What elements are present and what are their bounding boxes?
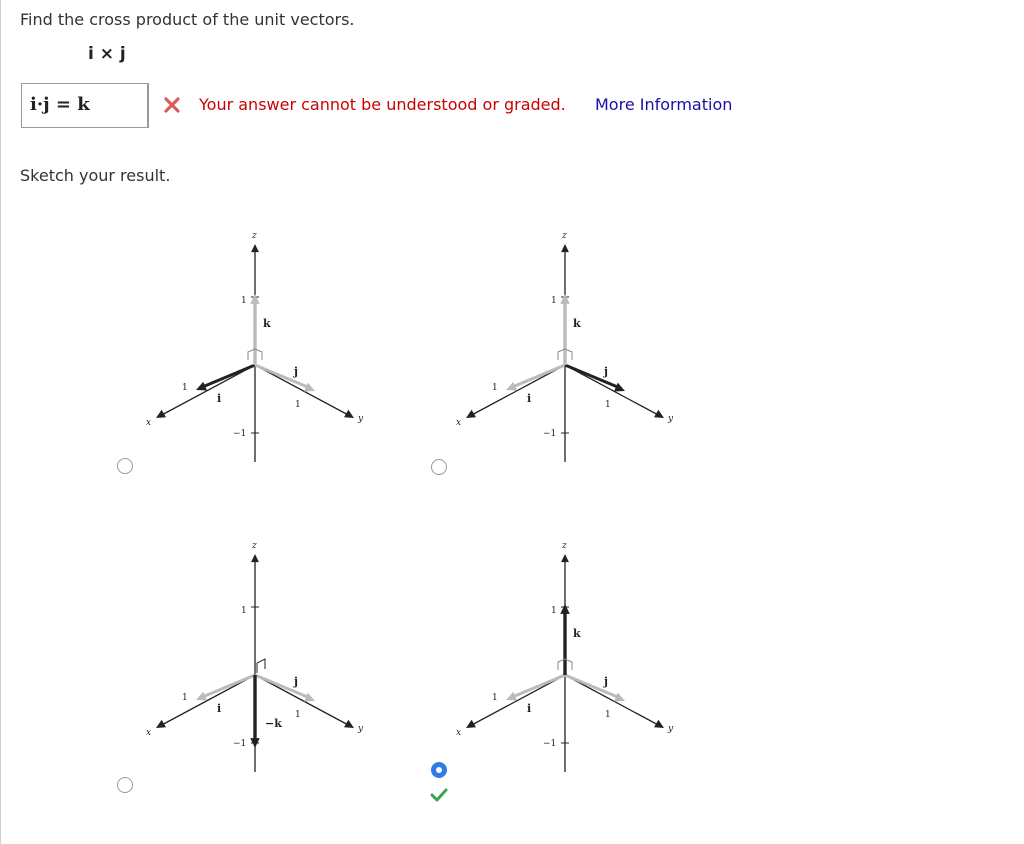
option-2 [430,220,710,480]
tick-label-x-1: 1 [492,383,498,393]
y-axis-label: y [358,724,364,734]
k-vector-label: k [573,317,581,330]
i-vector [510,675,565,698]
option-2-radio[interactable] [431,459,447,475]
z-axis-label: z [562,231,567,241]
z-axis-label: z [252,541,257,551]
i-vector-label: i [527,702,532,715]
tick-label-z-neg1: −1 [233,739,247,749]
tick-label-x-1: 1 [182,693,188,703]
tick-label-x-1: 1 [182,383,188,393]
y-axis-label: y [668,724,674,734]
more-information-link[interactable]: More Information [595,95,733,114]
right-angle-marker [257,659,265,673]
i-vector-label: i [217,702,222,715]
tick-label-z-1: 1 [241,606,247,616]
option-3 [120,530,400,790]
option-3-radio[interactable] [117,777,133,793]
i-vector [510,365,565,388]
x-icon [163,96,181,114]
j-vector-label: j [294,365,298,378]
i-vector-label: i [217,392,222,405]
x-axis-label: x [146,418,152,428]
k-vector-label: −k [265,717,282,730]
left-border [0,0,1,844]
sketch-prompt: Sketch your result. [20,166,171,185]
tick-label-z-neg1: −1 [233,429,247,439]
k-vector-head [560,604,570,614]
question-expression: i × j [88,44,126,64]
axes-diagram-3 [120,530,400,790]
tick-label-y-1: 1 [295,400,301,410]
x-axis [158,365,255,417]
k-vector-label: k [573,627,581,640]
tick-label-z-1: 1 [241,296,247,306]
j-vector [255,365,310,388]
x-axis [468,675,565,727]
j-vector [565,365,620,388]
option-1-radio[interactable] [117,458,133,474]
i-vector [200,675,255,698]
j-vector-label: j [604,365,608,378]
j-vector-label: j [294,675,298,688]
j-vector [255,675,310,698]
k-vector-head [560,294,570,304]
x-axis-label: x [146,728,152,738]
tick-label-y-1: 1 [605,400,611,410]
tick-label-y-1: 1 [295,710,301,720]
tick-label-x-1: 1 [492,693,498,703]
answer-value: i·j = k [30,94,90,115]
tick-label-y-1: 1 [605,710,611,720]
question-prompt: Find the cross product of the unit vectors. [20,10,355,29]
y-axis [565,675,662,727]
tick-label-z-neg1: −1 [543,739,557,749]
check-icon [430,788,448,802]
z-axis-arrow [561,554,569,562]
y-axis [565,365,662,417]
option-1 [120,220,400,480]
z-axis-arrow [251,554,259,562]
option-4 [430,530,710,790]
axes-diagram-2 [430,220,710,480]
tick-label-z-1: 1 [551,296,557,306]
axes-diagram-1 [120,220,400,480]
k-vector-label: k [263,317,271,330]
y-axis-label: y [358,414,364,424]
option-4-radio[interactable] [431,762,447,778]
x-axis [468,365,565,417]
z-axis-label: z [562,541,567,551]
j-vector-label: j [604,675,608,688]
j-vector [565,675,620,698]
feedback-message: Your answer cannot be understood or graded. [199,95,566,114]
tick-label-z-neg1: −1 [543,429,557,439]
y-axis-label: y [668,414,674,424]
x-axis-label: x [456,728,462,738]
y-axis [255,365,352,417]
i-vector [200,365,255,388]
answer-field[interactable] [21,83,147,128]
i-vector-label: i [527,392,532,405]
z-axis-label: z [252,231,257,241]
x-axis [158,675,255,727]
z-axis-arrow [251,244,259,252]
answer-field-edge [147,83,149,128]
tick-label-z-1: 1 [551,606,557,616]
axes-diagram-4 [430,530,710,790]
z-axis-arrow [561,244,569,252]
k-vector-head [250,294,260,304]
x-axis-label: x [456,418,462,428]
